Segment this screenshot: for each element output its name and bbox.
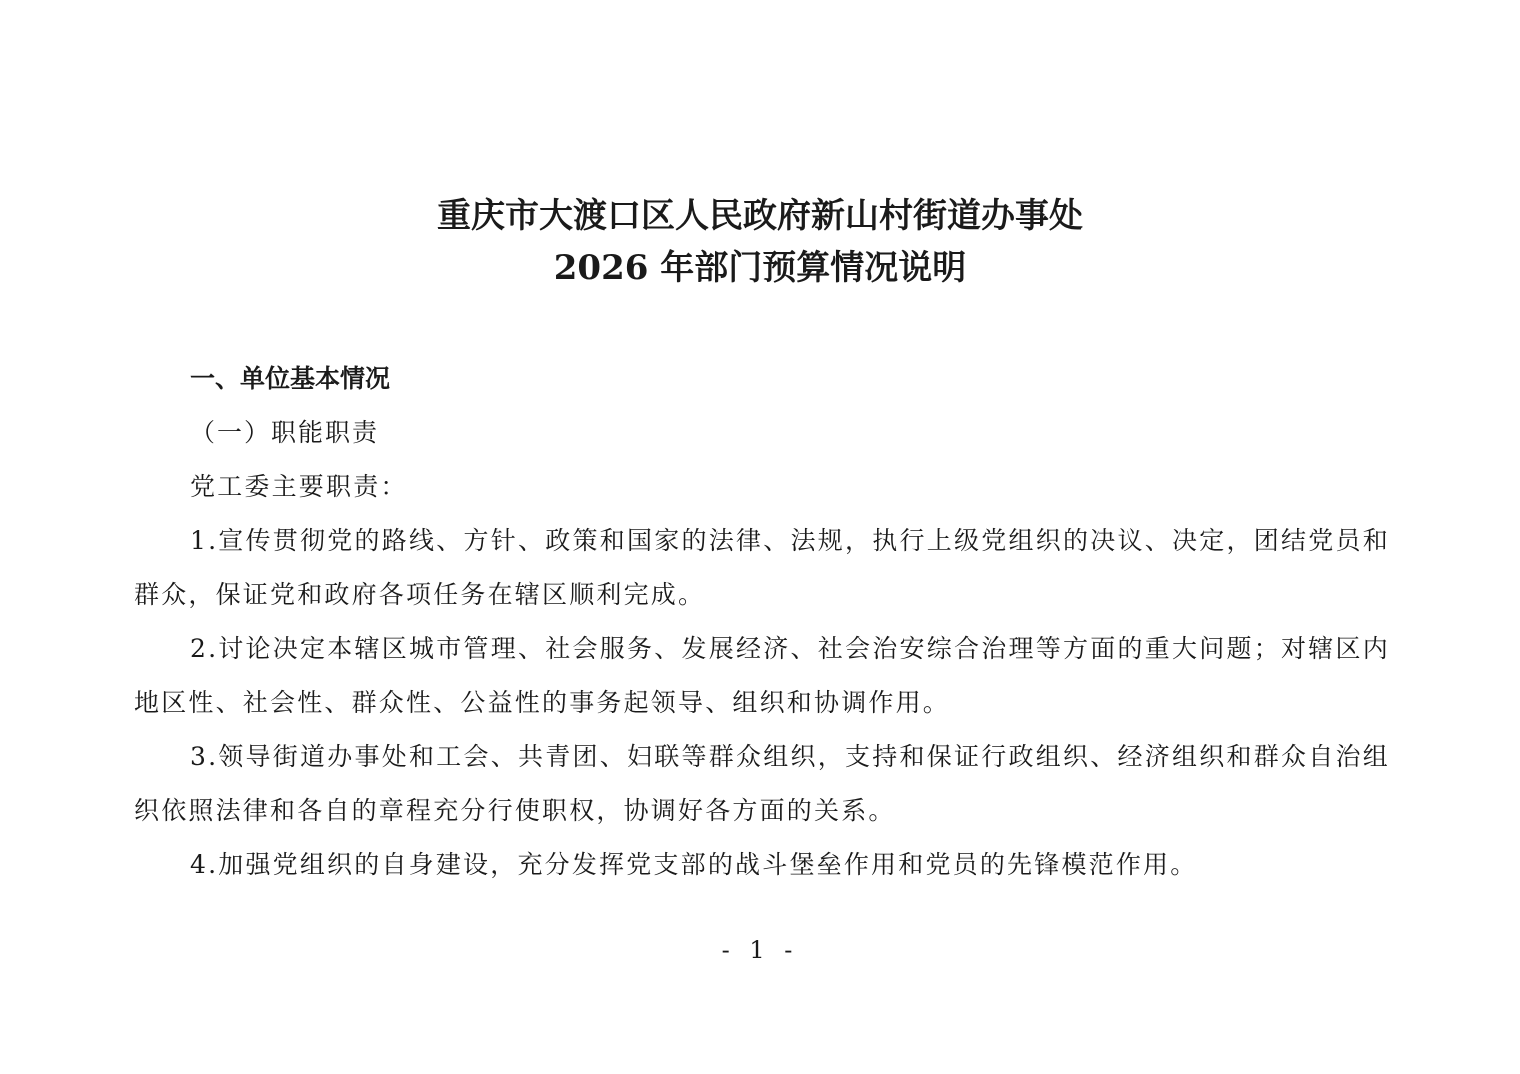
title-line-1: 重庆市大渡口区人民政府新山村街道办事处 bbox=[437, 196, 1083, 236]
duties-intro: 党工委主要职责： bbox=[190, 472, 408, 501]
section-heading: 一、单位基本情况 bbox=[190, 364, 391, 393]
duty-paragraph: 1.宣传贯彻党的路线、方针、政策和国家的法律、法规，执行上级党组织的决议、决定，团结党员和群众，保证党和政府各项任务在辖区顺利完成。 bbox=[134, 526, 1390, 609]
document-title bbox=[0, 190, 1520, 294]
duty-paragraph: 2.讨论决定本辖区城市管理、社会服务、发展经济、社会治安综合治理等方面的重大问题；对辖区内地区性、社会性、群众性、公益性的事务起领导、组织和协调作用。 bbox=[134, 634, 1390, 717]
duty-paragraph: 3.领导街道办事处和工会、共青团、妇联等群众组织，支持和保证行政组织、经济组织和群众自治组织依照法律和各自的章程充分行使职权，协调好各方面的关系。 bbox=[134, 742, 1390, 825]
document-body bbox=[134, 352, 1390, 892]
duty-paragraph: 4.加强党组织的自身建设，充分发挥党支部的战斗堡垒作用和党员的先锋模范作用。 bbox=[190, 850, 1198, 879]
page-number: - 1 - bbox=[721, 936, 799, 964]
title-line-2: 2026 年部门预算情况说明 bbox=[553, 248, 967, 288]
subsection-heading: （一）职能职责 bbox=[190, 418, 380, 447]
